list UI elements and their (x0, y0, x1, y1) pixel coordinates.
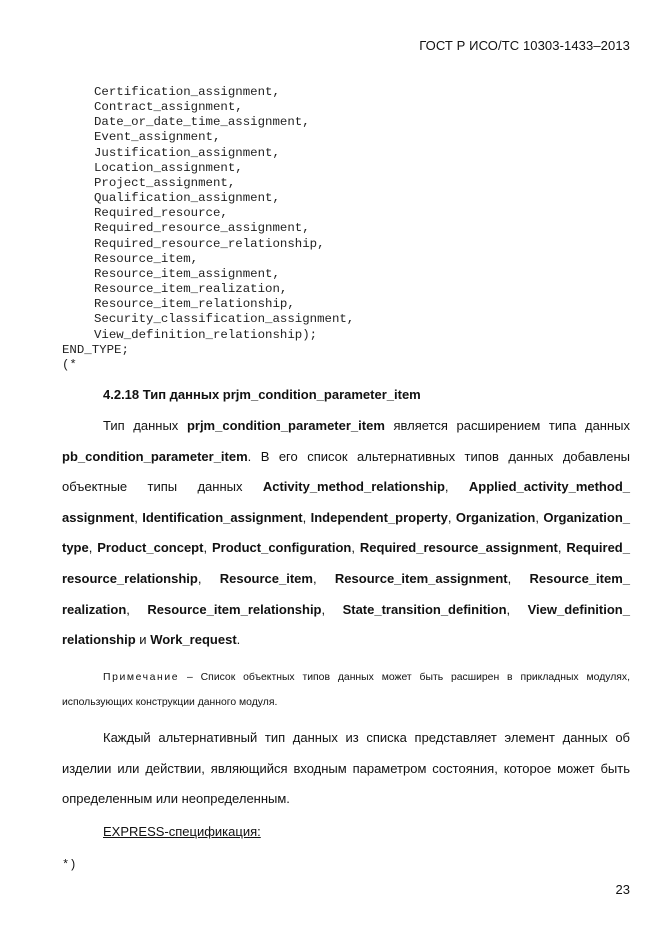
separator: , (351, 540, 360, 556)
type-name: Resource_item_ realization (62, 570, 630, 617)
separator: , (447, 509, 456, 525)
text-run: является расширением типа данных (384, 418, 630, 433)
type-name: Identification_assignment (142, 509, 303, 525)
text-run: Тип данных (103, 418, 187, 433)
code-line: Resource_item_relationship, (94, 297, 295, 312)
type-name: Product_concept (97, 540, 204, 556)
code-line: Location_assignment, (94, 160, 243, 175)
separator: , (134, 509, 143, 525)
type-name: Required_resource_assignment (359, 540, 558, 556)
separator: , (88, 540, 98, 556)
type-name: Product_configuration (211, 540, 352, 556)
code-line: Resource_item, (94, 251, 199, 266)
section-title: 4.2.18 Тип данных prjm_condition_parameter_item (103, 387, 421, 402)
type-name: State_transition_definition (342, 601, 507, 617)
comment-open: (* (62, 357, 77, 372)
type-name: pb_condition_parameter_item (62, 448, 248, 464)
type-name: Activity_method_relationship (262, 479, 445, 495)
text-run: . (236, 632, 241, 648)
paragraph-2: Каждый альтернативный тип данных из списка представляет элемент данных об изделии или действии, являющийся входным параметром состояния, которое может быть определенным или неопределенным. (62, 730, 630, 807)
separator: , (203, 540, 212, 556)
type-name: Organization_ type (62, 509, 631, 556)
code-line: Project_assignment, (94, 175, 236, 190)
code-line: Required_resource_assignment, (94, 221, 310, 236)
separator: , (312, 570, 335, 586)
type-name: prjm_condition_parameter_item (186, 418, 385, 433)
express-code-block (62, 85, 354, 373)
code-line: Justification_assignment, (94, 145, 280, 160)
type-name: Independent_property (310, 509, 448, 525)
text-run: . В его список альтернативных типов данных добавлены объектные типы данных (62, 448, 630, 495)
description-paragraph (62, 411, 630, 656)
code-line: View_definition_relationship); (94, 327, 318, 342)
comment-close: *) (62, 858, 77, 872)
code-line: Qualification_assignment, (94, 191, 280, 206)
note-text: – Список объектных типов данных может быть расширен в прикладных модулях, использующих конструкции данного модуля. (62, 672, 630, 708)
separator: , (197, 570, 220, 586)
note-label: Примечание (103, 672, 180, 683)
separator: , (557, 540, 567, 556)
code-line: Date_or_date_time_assignment, (94, 115, 310, 130)
separator: , (535, 509, 544, 525)
separator: , (302, 509, 311, 525)
separator: , (126, 601, 148, 617)
type-name: Resource_item_assignment (334, 570, 508, 586)
code-line: Event_assignment, (94, 130, 221, 145)
page-number: 23 (615, 882, 630, 897)
separator: , (507, 570, 530, 586)
end-type-line: END_TYPE; (62, 342, 129, 357)
code-line: Security_classification_assignment, (94, 312, 355, 327)
text-run: и (135, 632, 151, 648)
separator: , (321, 601, 343, 617)
code-line: Required_resource, (94, 206, 228, 221)
separator: , (506, 601, 528, 617)
document-header: ГОСТ Р ИСО/ТС 10303-1433–2013 (419, 38, 630, 53)
type-name: Work_request (150, 632, 237, 648)
code-line: Resource_item_realization, (94, 282, 288, 297)
code-line: Certification_assignment, (94, 85, 280, 99)
type-name: Applied_activity_method_ assignment (62, 479, 630, 525)
type-name: Required_ resource_relationship (62, 540, 630, 586)
code-line: Contract_assignment, (94, 100, 243, 115)
note (62, 665, 630, 715)
type-name: Resource_item_relationship (147, 601, 322, 617)
type-name: Organization (455, 509, 536, 525)
type-name: Resource_item (219, 570, 313, 586)
express-spec-heading: EXPRESS-спецификация: (103, 824, 261, 839)
separator: , (444, 479, 469, 495)
type-name: View_definition_ relationship (62, 601, 630, 648)
code-line: Required_resource_relationship, (94, 236, 325, 251)
code-line: Resource_item_assignment, (94, 266, 280, 281)
